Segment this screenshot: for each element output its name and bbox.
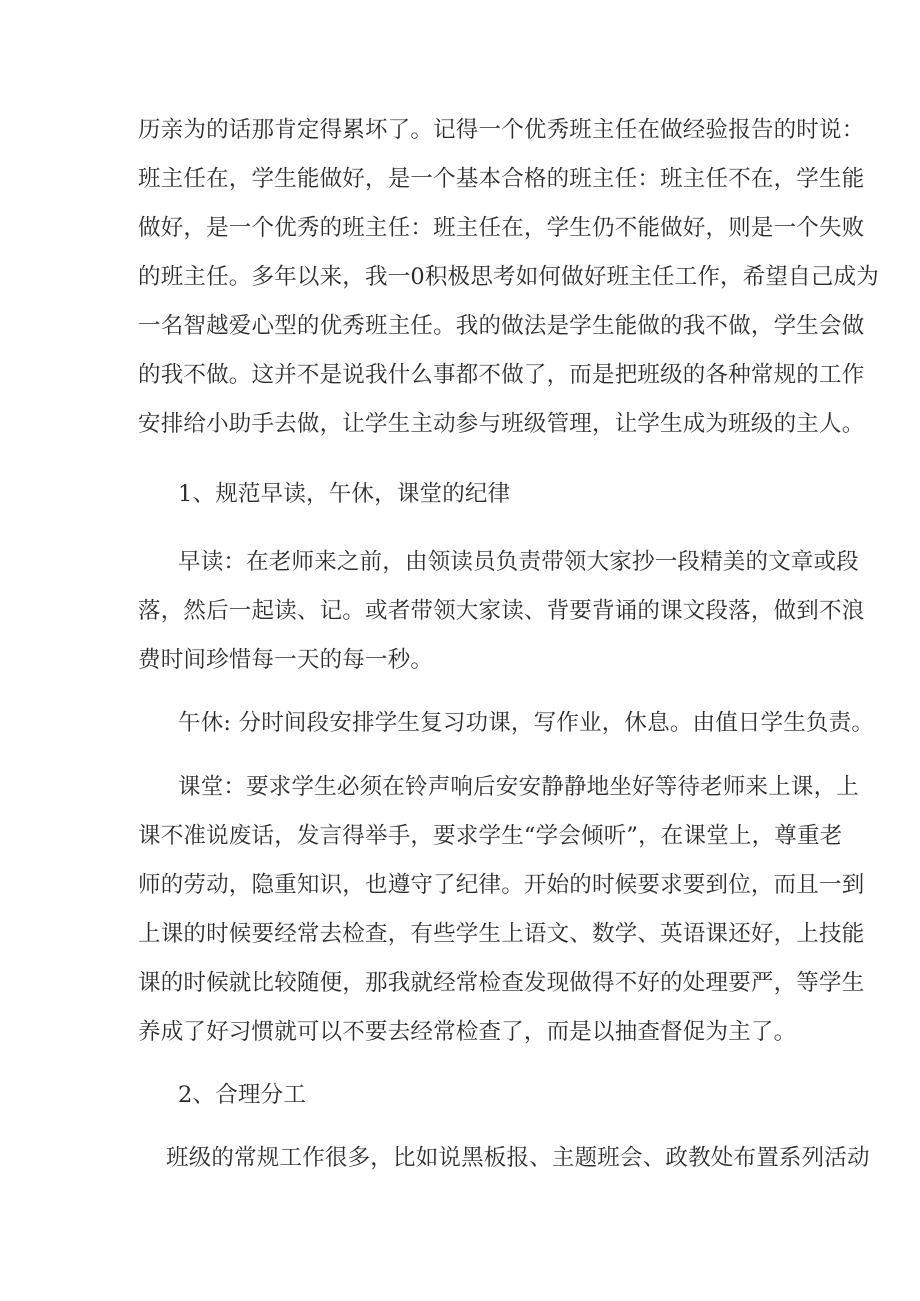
intro-line-7: 安排给小助手去做，让学生主动参与班级管理，让学生成为班级的主人。 <box>138 411 865 437</box>
zaodu-line-1: 早读：在老师来之前，由领读员负责带领大家抄一段精美的文章或段 <box>178 549 860 575</box>
ketang-line-5: 课的时候就比较随便，那我就经常检查发现做得不好的处理要严，等学生 <box>138 970 865 996</box>
ketang-line-2: 课不准说废话，发言得举手，要求学生“学会倾听”，在课堂上，尊重老 <box>138 823 843 849</box>
intro-line-4: 的班主任。多年以来，我一0积极思考如何做好班主任工作，希望自己成为 <box>138 264 879 290</box>
ketang-line-4: 上课的时候要经常去检查，有些学生上语文、数学、英语课还好，上技能 <box>138 921 865 947</box>
zaodu-line-2: 落，然后一起读、记。或者带领大家读、背要背诵的课文段落，做到不浪 <box>138 598 865 624</box>
ketang-line-6: 养成了好习惯就可以不要去经常检查了，而是以抽查督促为主了。 <box>138 1019 797 1045</box>
wuxiu-line-1: 午休: 分时间段安排学生复习功课，写作业，休息。由值日学生负责。 <box>178 710 875 736</box>
intro-line-1: 历亲为的话那肯定得累坏了。记得一个优秀班主任在做经验报告的时说： <box>138 117 865 143</box>
ketang-line-3: 师的劳动，隐重知识，也遵守了纪律。开始的时候要求要到位，而且一到 <box>138 872 865 898</box>
section-heading-2: 2、合理分工 <box>178 1082 307 1108</box>
intro-line-3: 做好，是一个优秀的班主任：班主任在，学生仍不能做好，则是一个失败 <box>138 215 865 241</box>
zaodu-line-3: 费时间珍惜每一天的每一秒。 <box>138 647 434 673</box>
ketang-line-1: 课堂：要求学生必须在铃声响后安安静静地坐好等待老师来上课，上 <box>178 774 860 800</box>
intro-line-6: 的我不做。这并不是说我什么事都不做了，而是把班级的各种常规的工作 <box>138 362 865 388</box>
intro-line-5: 一名智越爱心型的优秀班主任。我的做法是学生能做的我不做，学生会做 <box>138 313 865 339</box>
intro-line-2: 班主任在，学生能做好，是一个基本合格的班主任：班主任不在，学生能 <box>138 166 865 192</box>
fengong-line-1: 班级的常规工作很多，比如说黑板报、主题班会、政教处布置系列活动 <box>166 1145 870 1171</box>
section-heading-1: 1、规范早读，午休，课堂的纪律 <box>178 481 511 507</box>
